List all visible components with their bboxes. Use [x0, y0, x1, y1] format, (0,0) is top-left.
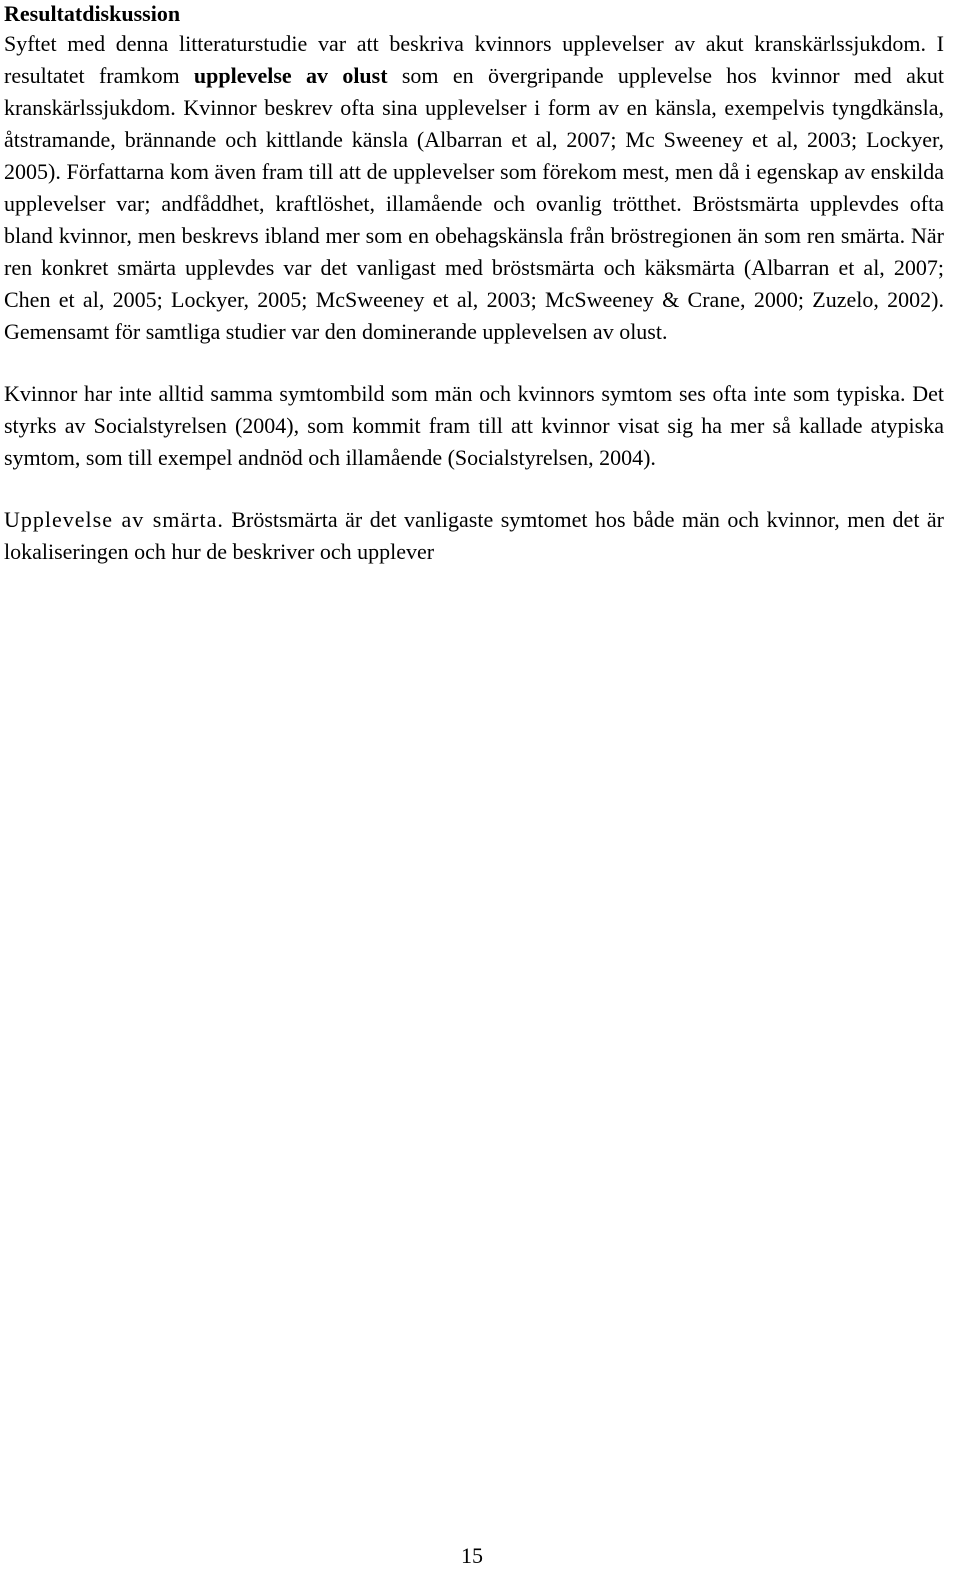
paragraph-symptoms: Kvinnor har inte alltid samma symtombild som män och kvinnors symtom ses ofta inte som typiska. Det styrks av Socialstyrelsen (2004), som kommit fram till att kvinnor visat sig ha mer så kallade atypiska symtom, som till exempel andnöd och illamående (Socialstyrelsen, 2004).	[4, 381, 944, 470]
paragraph-pain-experience	[4, 504, 944, 568]
paragraph1-bold-term: upplevelse av olust	[193, 63, 388, 88]
document-body	[4, 0, 944, 568]
paragraph-results-discussion	[4, 28, 944, 348]
paragraph1-text-end: som en övergripande upplevelse hos kvinnor med akut kranskärlssjukdom. Kvinnor beskrev ofta sina upplevelser i form av en känsla, exempelvis tyngdkänsla, åtstramande, brännande och kittlande känsla (Albarran et al, 2007; Mc Sweeney et al, 2003; Lockyer, 2005). Författarna kom även fram till att de upplevelser som förekom mest, men då i egenskap av enskilda upplevelser var; andfåddhet, kraftlöshet, illamående och ovanlig trötthet. Bröstsmärta upplevdes ofta bland kvinnor, men beskrevs ibland mer som en obehagskänsla från bröstregionen än som ren smärta. När ren konkret smärta upplevdes var det vanligast med bröstsmärta och käksmärta (Albarran et al, 2007; Chen et al, 2005; Lockyer, 2005; McSweeney et al, 2003; McSweeney & Crane, 2000; Zuzelo, 2002). Gemensamt för samtliga studier var den dominerande upplevelsen av olust.	[4, 63, 944, 344]
section-heading: Resultatdiskussion	[4, 1, 181, 26]
page-number: 15	[461, 1543, 483, 1568]
paragraph1-text-start: Syftet med denna litteraturstudie var att beskriva kvinnors upplevelser av akut kranskärlssjukdom. I resultatet framkom	[4, 31, 944, 88]
subheading-pain-experience: Upplevelse av smärta.	[4, 507, 224, 532]
paragraph3-text: Bröstsmärta är det vanligaste symtomet hos både män och kvinnor, men det är lokaliseringen och hur de beskriver och upplever	[4, 507, 944, 564]
